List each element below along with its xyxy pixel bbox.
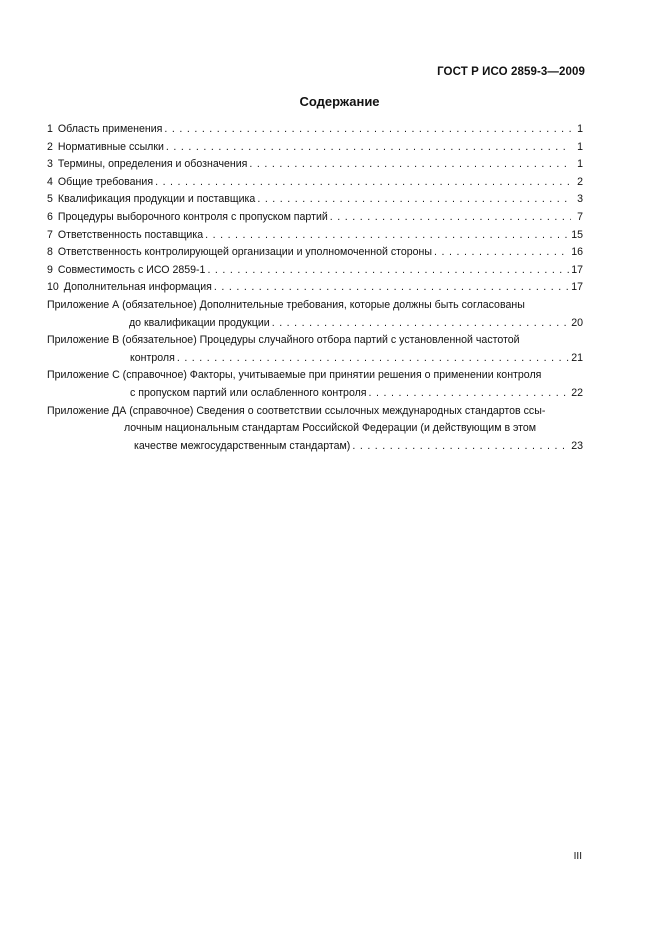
toc-entry-text: Общие требования [57, 175, 154, 188]
toc-entry-text: Квалификация продукции и поставщика [57, 193, 256, 206]
dot-leader [272, 315, 570, 333]
dot-leader [249, 156, 571, 174]
dot-leader [214, 279, 569, 297]
table-of-contents [47, 121, 583, 455]
toc-entry-number: 7 [47, 228, 53, 241]
dot-leader [330, 209, 571, 227]
toc-annex-text: Приложение В (обязательное) Процедуры случайного отбора партий с установленной частотой [47, 334, 520, 347]
toc-annex-text: лочным национальным стандартам Российской Федерации (и действующим в этом [124, 422, 537, 435]
toc-annex-text: Приложение С (справочное) Факторы, учитываемые при принятии решения о применении контроля [47, 369, 542, 382]
toc-entry-text: Совместимость с ИСО 2859-1 [57, 263, 206, 276]
toc-title: Содержание [299, 94, 380, 109]
toc-entry-page: 16 [571, 246, 583, 259]
toc-entry-text: Процедуры выборочного контроля с пропуском партий [57, 210, 328, 223]
toc-entry-number: 10 [47, 281, 59, 294]
toc-entry-page: 17 [571, 263, 583, 276]
toc-entry[interactable] [47, 279, 583, 297]
toc-entry-number: 1 [47, 123, 53, 135]
dot-leader [369, 385, 570, 403]
toc-entry-page: 3 [577, 193, 583, 206]
toc-entry-page: 1 [577, 140, 583, 153]
toc-entry-number: 3 [47, 158, 53, 171]
toc-entry-text: Ответственность контролирующей организации и уполномоченной стороны [57, 246, 433, 259]
toc-annex-da-continuation[interactable] [47, 420, 583, 438]
toc-entry-page: 21 [571, 351, 583, 364]
toc-entry[interactable] [47, 244, 583, 262]
toc-entry[interactable] [47, 227, 583, 245]
toc-entry[interactable] [47, 156, 583, 174]
toc-entry-text: Область применения [57, 123, 163, 135]
toc-entry-number: 4 [47, 175, 53, 188]
toc-annex-b-heading[interactable] [47, 332, 583, 350]
dot-leader [205, 227, 569, 245]
toc-entry-page: 17 [571, 281, 583, 294]
toc-annex-text: контроля [130, 351, 175, 364]
toc-entry-page: 15 [571, 228, 583, 241]
toc-annex-text: Приложение А (обязательное) Дополнительные требования, которые должны быть согласованы [47, 298, 525, 311]
dot-leader [434, 244, 569, 262]
page-number: III [573, 851, 582, 862]
toc-entry-page: 1 [577, 158, 583, 171]
dot-leader [352, 438, 569, 456]
toc-entry-page: 23 [571, 439, 583, 452]
toc-entry-text: Нормативные ссылки [57, 140, 164, 153]
toc-annex-text: Приложение ДА (справочное) Сведения о соответствии ссылочных международных стандартов ссы- [47, 404, 546, 417]
toc-annex-da-continuation[interactable] [47, 438, 583, 456]
toc-annex-c-heading[interactable] [47, 367, 583, 385]
toc-annex-b-continuation[interactable] [47, 350, 583, 368]
toc-annex-c-continuation[interactable] [47, 385, 583, 403]
toc-entry-text: Термины, определения и обозначения [57, 158, 248, 171]
dot-leader [257, 191, 571, 209]
toc-annex-text: до квалификации продукции [129, 316, 270, 329]
toc-annex-text: качестве межгосударственным стандартам) [134, 439, 351, 452]
dot-leader [155, 174, 571, 192]
toc-entry-number: 2 [47, 140, 53, 153]
toc-entry[interactable] [47, 139, 583, 157]
dot-leader [164, 121, 571, 139]
toc-entry-page: 2 [577, 175, 583, 188]
toc-entry[interactable] [47, 121, 583, 139]
toc-annex-da-heading[interactable] [47, 403, 583, 421]
toc-entry-page: 20 [571, 316, 583, 329]
toc-entry[interactable] [47, 262, 583, 280]
toc-annex-a-continuation[interactable] [47, 315, 583, 333]
toc-entry-text: Дополнительная информация [63, 281, 212, 294]
toc-entry[interactable] [47, 191, 583, 209]
toc-entry-number: 9 [47, 263, 53, 276]
toc-annex-a-heading[interactable] [47, 297, 583, 315]
toc-entry-number: 5 [47, 193, 53, 206]
dot-leader [207, 262, 569, 280]
toc-entry-page: 1 [577, 123, 583, 135]
toc-annex-text: с пропуском партий или ослабленного контроля [130, 386, 367, 399]
document-code: ГОСТ Р ИСО 2859-3—2009 [437, 66, 585, 78]
toc-entry[interactable] [47, 209, 583, 227]
dot-leader [166, 139, 571, 157]
toc-entry-text: Ответственность поставщика [57, 228, 204, 241]
dot-leader [177, 350, 569, 368]
toc-entry-page: 22 [571, 386, 583, 399]
toc-entry[interactable] [47, 174, 583, 192]
toc-entry-number: 6 [47, 210, 53, 223]
toc-entry-number: 8 [47, 246, 53, 259]
toc-entry-page: 7 [577, 210, 583, 223]
